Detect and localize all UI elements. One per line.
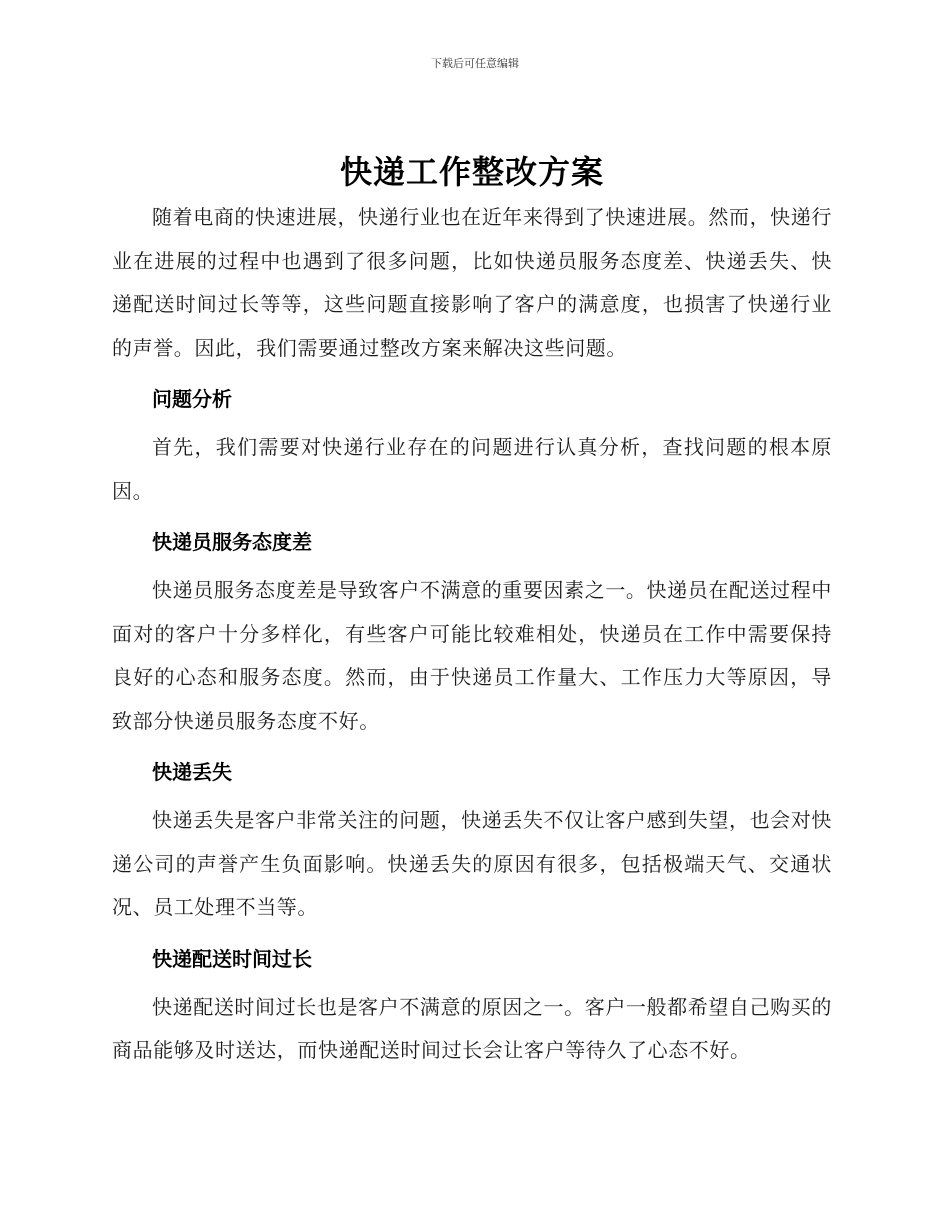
document-body: [112, 148, 832, 1073]
delivery-time-paragraph: 快递配送时间过长也是客户不满意的原因之一。客户一般都希望自己购买的商品能够及时送达，而快递配送时间过长会让客户等待久了心态不好。: [112, 994, 832, 1062]
lost-parcels-paragraph: 快递丢失是客户非常关注的问题，快递丢失不仅让客户感到失望，也会对快递公司的声誉产生负面影响。快递丢失的原因有很多，包括极端天气、交通状况、员工处理不当等。: [112, 808, 832, 919]
problem-analysis-paragraph: 首先，我们需要对快递行业存在的问题进行认真分析，查找问题的根本原因。: [112, 435, 832, 503]
document-title: 快递工作整改方案: [339, 153, 604, 191]
courier-attitude-paragraph: 快递员服务态度差是导致客户不满意的重要因素之一。快递员在配送过程中面对的客户十分多样化，有些客户可能比较难相处，快递员在工作中需要保持良好的心态和服务态度。然而，由于快递员工作量大、工作压力大等原因，导致部分快递员服务态度不好。: [112, 578, 832, 733]
page-header-note: 下载后可任意编辑: [431, 57, 519, 70]
section-heading-lost-parcels: 快递丢失: [152, 760, 232, 784]
section-heading-courier-attitude: 快递员服务态度差: [152, 530, 312, 554]
section-heading-delivery-time: 快递配送时间过长: [152, 946, 312, 971]
section-heading-problem-analysis: 问题分析: [152, 387, 232, 411]
intro-paragraph: 随着电商的快速进展，快递行业也在近年来得到了快速进展。然而，快递行业在进展的过程中也遇到了很多问题，比如快递员服务态度差、快递丢失、快递配送时间过长等等，这些问题直接影响了客户的满意度，也损害了快递行业的声誉。因此，我们需要通过整改方案来解决这些问题。: [112, 205, 832, 360]
